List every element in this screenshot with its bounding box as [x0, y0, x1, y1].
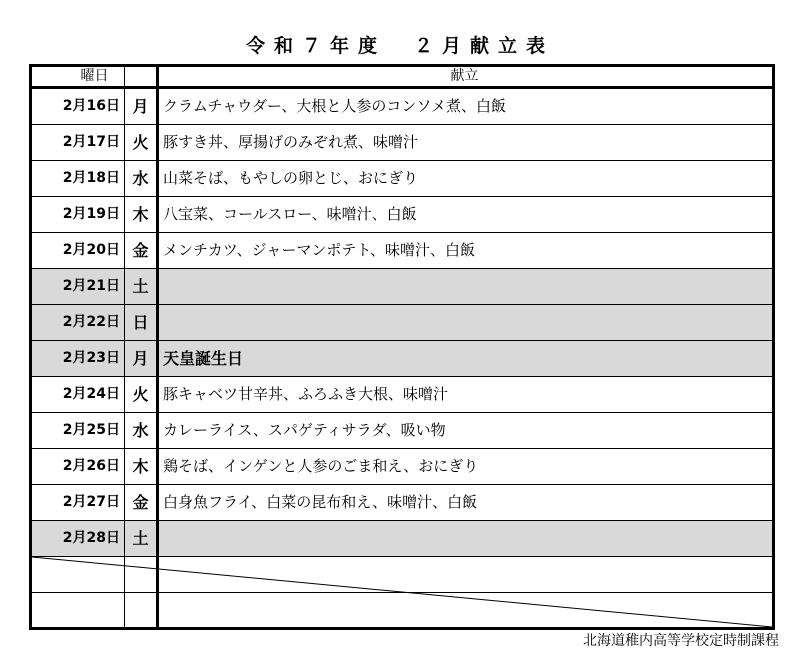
- date-cell: 2月28日: [62, 530, 120, 546]
- date-cell: 2月17日: [62, 134, 120, 150]
- weekday-cell: 木: [132, 205, 149, 224]
- school-name: 北海道稚内高等学校定時制課程: [583, 633, 779, 649]
- weekday-cell: 火: [132, 133, 149, 152]
- date-cell: 2月20日: [62, 242, 120, 258]
- date-cell: 2月24日: [62, 386, 120, 402]
- menu-cell: 天皇誕生日: [163, 349, 244, 368]
- menu-cell: 豚キャベツ甘辛丼、ふろふき大根、味噌汁: [163, 385, 449, 403]
- menu-cell: クラムチャウダー、大根と人参のコンソメ煮、白飯: [163, 97, 507, 115]
- menu-cell: メンチカツ、ジャーマンポテト、味噌汁、白飯: [163, 241, 476, 259]
- date-cell: 2月23日: [62, 350, 120, 366]
- date-cell: 2月22日: [62, 314, 120, 330]
- date-cell: 2月25日: [62, 422, 120, 438]
- menu-table: [29, 64, 775, 630]
- blank-rows-diagonal-line: [32, 67, 772, 627]
- weekday-cell: 日: [132, 313, 149, 332]
- date-cell: 2月19日: [62, 206, 120, 222]
- weekday-cell: 月: [132, 97, 149, 116]
- date-cell: 2月26日: [62, 458, 120, 474]
- weekday-cell: 水: [132, 169, 149, 188]
- weekday-cell: 土: [132, 277, 149, 296]
- page-title: 令和７年度 ２月献立表: [245, 35, 554, 57]
- menu-cell: 白身魚フライ、白菜の昆布和え、味噌汁、白飯: [163, 493, 478, 511]
- menu-cell: 鶏そば、インゲンと人参のごま和え、おにぎり: [163, 457, 479, 475]
- header-day: 曜日: [80, 68, 109, 84]
- weekday-cell: 火: [132, 385, 149, 404]
- menu-cell: カレーライス、スパゲティサラダ、吸い物: [163, 421, 446, 439]
- menu-cell: 八宝菜、コールスロー、味噌汁、白飯: [163, 205, 417, 223]
- weekday-cell: 月: [132, 349, 149, 368]
- date-cell: 2月21日: [62, 278, 120, 294]
- weekday-cell: 土: [132, 529, 149, 548]
- weekday-cell: 金: [132, 241, 149, 260]
- header-menu: 献立: [450, 68, 479, 84]
- menu-cell: 豚すき丼、厚揚げのみぞれ煮、味噌汁: [163, 133, 419, 151]
- date-cell: 2月18日: [62, 170, 120, 186]
- weekday-cell: 木: [132, 457, 149, 476]
- menu-cell: 山菜そば、もやしの卵とじ、おにぎり: [163, 169, 419, 187]
- weekday-cell: 金: [132, 493, 149, 512]
- date-cell: 2月16日: [62, 98, 120, 114]
- weekday-cell: 水: [132, 421, 149, 440]
- date-cell: 2月27日: [62, 494, 120, 510]
